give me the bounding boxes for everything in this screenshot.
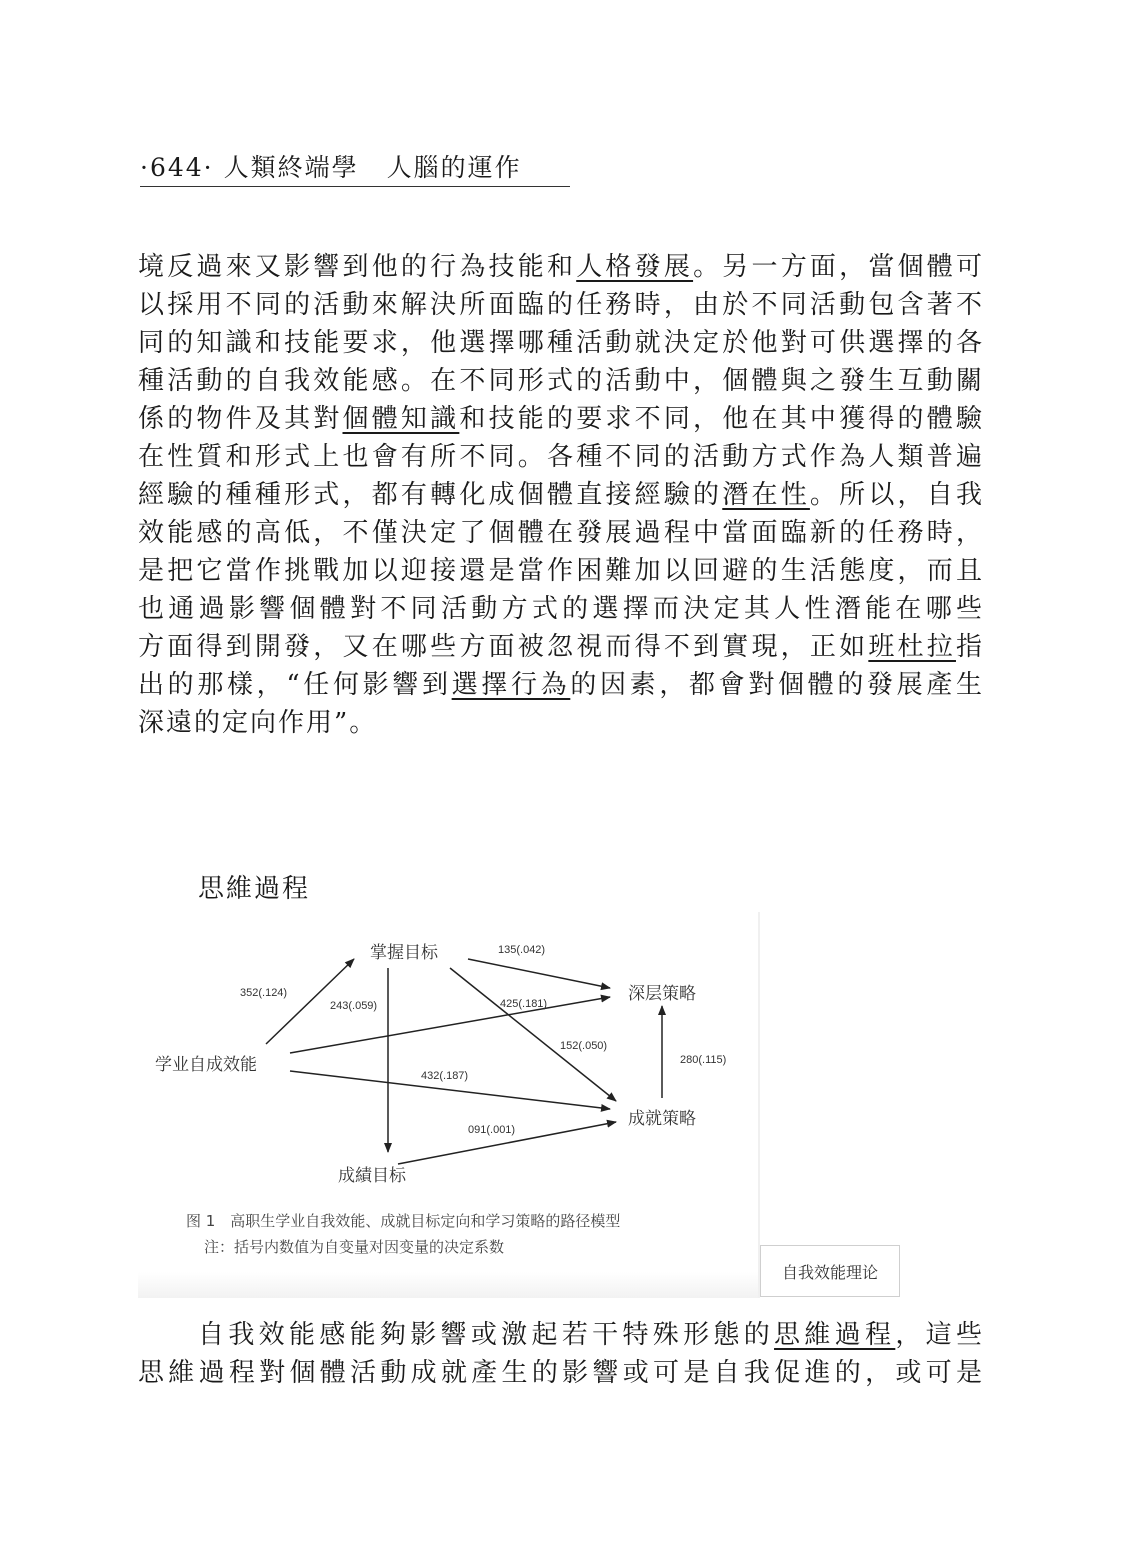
- text-run: 和技能的要求不同，他在其中獲得的體驗: [459, 404, 984, 434]
- text-line: [138, 438, 984, 476]
- figure-edge: [758, 912, 760, 1298]
- text-line: [138, 666, 984, 704]
- text-run: 深遠的定向作用”。: [138, 708, 378, 738]
- coef-achievement-to-deep: 280(.115): [680, 1054, 727, 1066]
- text-run: 效能感的高低，不僅決定了個體在發展過程中當面臨新的任務時，: [138, 518, 984, 548]
- underlined-term: 人格發展: [576, 252, 694, 282]
- underlined-term: 思維過程: [774, 1320, 896, 1350]
- coef-mastery-to-deep: 135(.042): [498, 944, 546, 956]
- text-run: 自我效能感能夠影響或激起若干特殊形態的: [198, 1320, 775, 1350]
- node-deep-strategy: 深层策略: [628, 984, 696, 1004]
- text-run: 同的知識和技能要求，他選擇哪種活動就決定於他對可供選擇的各: [138, 328, 984, 358]
- text-run: 。另一方面，當個體可: [693, 252, 984, 282]
- text-run: 指: [955, 632, 984, 662]
- page-number: ·644·: [140, 153, 214, 182]
- text-line: [138, 590, 984, 628]
- underlined-term: 班杜拉: [868, 632, 956, 662]
- coef-mastery-to-achievement: 152(.050): [560, 1040, 608, 1052]
- text-run: 境反過來又影響到他的行為技能和: [138, 252, 577, 282]
- book-title: 人類終端學: [223, 153, 359, 182]
- text-line: [138, 1354, 984, 1392]
- node-performance-goal: 成績目标: [338, 1166, 406, 1186]
- figure-shadow: [138, 1272, 760, 1298]
- text-run: ，這些: [895, 1320, 984, 1350]
- running-head: [140, 148, 570, 187]
- arrow-mastery-to-deep: [468, 959, 610, 988]
- text-run: 種活動的自我效能感。在不同形式的活動中，個體與之發生互動關: [138, 366, 984, 396]
- topic-tag[interactable]: 自我效能理论: [760, 1245, 900, 1297]
- text-run: 以採用不同的活動來解決所面臨的任務時，由於不同活動包含著不: [138, 290, 984, 320]
- figure-caption: 图 1 高职生学业自我效能、成就目标定向和学习策略的路径模型: [186, 1212, 621, 1230]
- text-run: 也通過影響個體對不同活動方式的選擇而決定其人性潛能在哪些: [138, 594, 984, 624]
- text-line: [138, 476, 984, 514]
- text-run: 在性質和形式上也會有所不同。各種不同的活動方式作為人類普遍: [138, 442, 984, 472]
- node-achievement-strategy: 成就策略: [628, 1109, 696, 1129]
- text-run: 經驗的種種形式，都有轉化成個體直接經驗的: [138, 480, 723, 510]
- text-run: 方面得到開發，又在哪些方面被忽視而得不到實現，正如: [138, 632, 869, 662]
- text-line: [138, 552, 984, 590]
- arrow-mastery-to-achievement: [450, 968, 616, 1101]
- text-line: [138, 286, 984, 324]
- section-title: 人腦的運作: [386, 153, 522, 182]
- text-line: [138, 248, 984, 286]
- coef-se-to-mastery: 352(.124): [240, 987, 288, 999]
- text-run: 的因素，都會對個體的發展產生: [570, 670, 984, 700]
- text-line: [138, 514, 984, 552]
- text-run: 出的那樣，“任何影響到: [138, 670, 452, 700]
- text-line: [138, 362, 984, 400]
- node-mastery-goal: 掌握目标: [370, 943, 438, 963]
- section-heading: 思維過程: [198, 874, 311, 904]
- text-line: [138, 1316, 984, 1354]
- text-line: [138, 628, 984, 666]
- text-line: [138, 324, 984, 362]
- body-paragraph-1: [138, 248, 984, 742]
- text-run: 是把它當作挑戰加以迎接還是當作困難加以回避的生活態度，而且: [138, 556, 984, 586]
- text-run: 係的物件及其對: [138, 404, 343, 434]
- underlined-term: 個體知識: [342, 404, 460, 434]
- coef-se-to-achievement: 432(.187): [421, 1070, 469, 1082]
- node-self-efficacy: 学业自成效能: [155, 1055, 257, 1075]
- text-run: 思維過程對個體活動成就產生的影響或可是自我促進的，或可是: [138, 1358, 984, 1388]
- figure-note: 注：括号内数值为自变量对因变量的决定系数: [204, 1238, 505, 1256]
- text-line: [138, 704, 984, 742]
- path-model-figure: [138, 912, 758, 1297]
- underlined-term: 潛在性: [722, 480, 810, 510]
- coef-mastery-to-performance: 243(.059): [330, 1000, 378, 1012]
- underlined-term: 選擇行為: [451, 670, 571, 700]
- coef-se-to-deep: 425(.181): [500, 998, 548, 1010]
- coef-performance-to-achievement: 091(.001): [468, 1124, 516, 1136]
- body-paragraph-2: [138, 1316, 984, 1392]
- text-line: [138, 400, 984, 438]
- text-run: 。所以，自我: [809, 480, 984, 510]
